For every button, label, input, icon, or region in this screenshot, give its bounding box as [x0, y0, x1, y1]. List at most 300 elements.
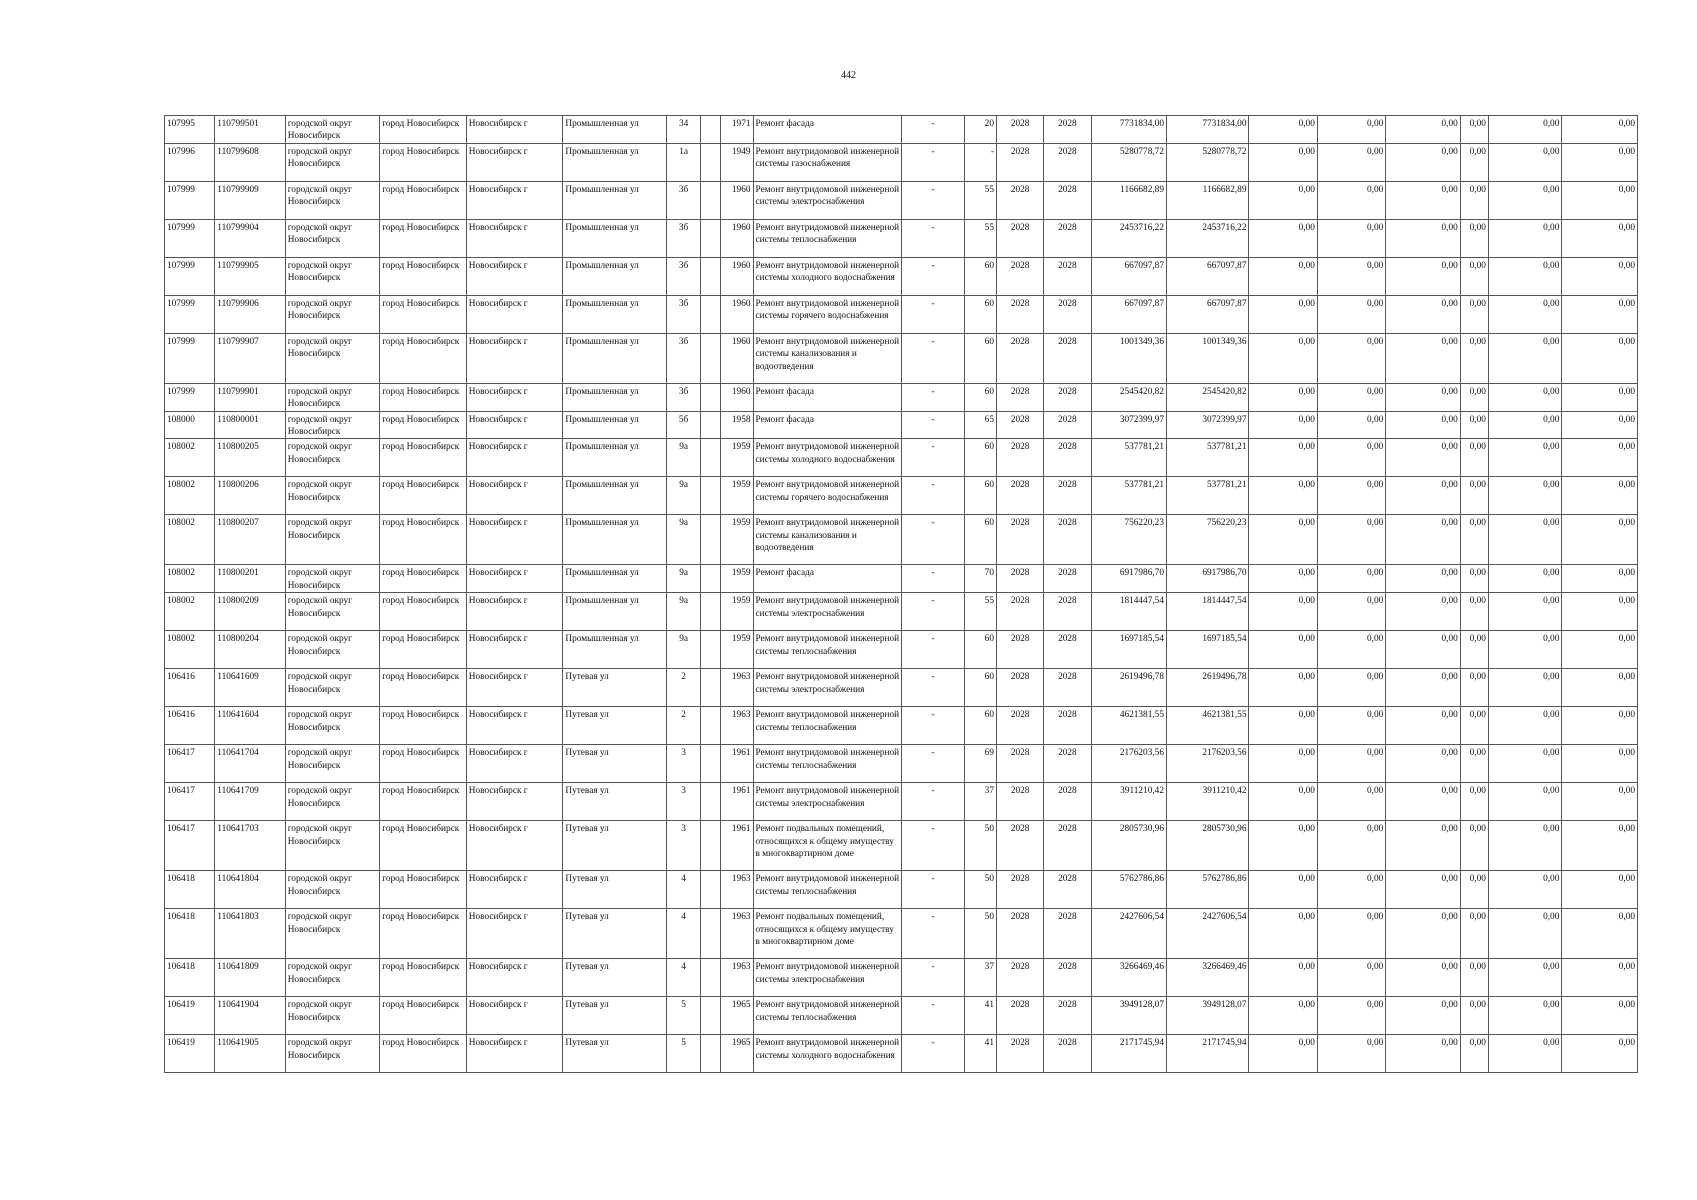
- cell-v6: 0,00: [1562, 1035, 1638, 1073]
- cell-street: Путевая ул: [563, 997, 667, 1035]
- cell-v3: 0,00: [1386, 997, 1460, 1035]
- cell-dash: -: [902, 295, 964, 333]
- cell-year-to: 2028: [1044, 257, 1091, 295]
- cell-city: Новосибирск г: [466, 439, 563, 477]
- cell-v6: 0,00: [1562, 565, 1638, 593]
- cell-wear: 37: [964, 959, 996, 997]
- cell-dash: -: [902, 871, 964, 909]
- cell-wear: 50: [964, 909, 996, 959]
- cell-id: 106418: [165, 959, 215, 997]
- cell-v3: 0,00: [1386, 181, 1460, 219]
- cell-v4: 0,00: [1460, 669, 1488, 707]
- cell-cost-total: 2805730,96: [1091, 821, 1166, 871]
- cell-city: Новосибирск г: [466, 411, 563, 439]
- cell-city: Новосибирск г: [466, 631, 563, 669]
- cell-house: 3б: [667, 383, 701, 411]
- cell-building: [701, 411, 721, 439]
- cell-year: 1959: [721, 565, 753, 593]
- cell-v1: 0,00: [1249, 477, 1317, 515]
- cell-work: Ремонт внутридомовой инженерной системы теплоснабжения: [753, 219, 902, 257]
- cell-cost-total: 2619496,78: [1091, 669, 1166, 707]
- cell-dash: -: [902, 257, 964, 295]
- cell-v2: 0,00: [1317, 439, 1385, 477]
- cell-year: 1963: [721, 669, 753, 707]
- cell-year-from: 2028: [996, 593, 1043, 631]
- table-row: [165, 143, 1638, 181]
- cell-cost-a: 2427606,54: [1166, 909, 1249, 959]
- cell-v2: 0,00: [1317, 143, 1385, 181]
- cell-v6: 0,00: [1562, 631, 1638, 669]
- cell-wear: 37: [964, 783, 996, 821]
- cell-settlement: город Новосибирск: [380, 959, 467, 997]
- cell-work: Ремонт внутридомовой инженерной системы холодного водоснабжения: [753, 1035, 902, 1073]
- cell-settlement: город Новосибирск: [380, 383, 467, 411]
- cell-cost-a: 667097,87: [1166, 257, 1249, 295]
- cell-v4: 0,00: [1460, 1035, 1488, 1073]
- cell-year: 1959: [721, 631, 753, 669]
- cell-year: 1959: [721, 439, 753, 477]
- cell-v1: 0,00: [1249, 383, 1317, 411]
- cell-cost-a: 3072399,97: [1166, 411, 1249, 439]
- cell-street: Промышленная ул: [563, 477, 667, 515]
- cell-v5: 0,00: [1488, 143, 1561, 181]
- cell-cost-total: 2171745,94: [1091, 1035, 1166, 1073]
- cell-wear: -: [964, 143, 996, 181]
- cell-year-from: 2028: [996, 871, 1043, 909]
- table-row: [165, 411, 1638, 439]
- cell-dash: -: [902, 411, 964, 439]
- cell-code: 110641704: [215, 745, 285, 783]
- cell-year-from: 2028: [996, 477, 1043, 515]
- cell-city: Новосибирск г: [466, 219, 563, 257]
- cell-v3: 0,00: [1386, 143, 1460, 181]
- cell-work: Ремонт фасада: [753, 565, 902, 593]
- cell-year: 1961: [721, 821, 753, 871]
- cell-v1: 0,00: [1249, 181, 1317, 219]
- cell-v2: 0,00: [1317, 909, 1385, 959]
- cell-year: 1960: [721, 257, 753, 295]
- cell-v6: 0,00: [1562, 143, 1638, 181]
- cell-id: 107999: [165, 219, 215, 257]
- cell-id: 108002: [165, 515, 215, 565]
- cell-v6: 0,00: [1562, 257, 1638, 295]
- cell-year-to: 2028: [1044, 593, 1091, 631]
- cell-work: Ремонт внутридомовой инженерной системы канализования и водоотведения: [753, 515, 902, 565]
- cell-house: 2: [667, 669, 701, 707]
- cell-settlement: город Новосибирск: [380, 821, 467, 871]
- cell-year-to: 2028: [1044, 1035, 1091, 1073]
- cell-wear: 41: [964, 997, 996, 1035]
- cell-street: Промышленная ул: [563, 593, 667, 631]
- cell-settlement: город Новосибирск: [380, 439, 467, 477]
- cell-v2: 0,00: [1317, 411, 1385, 439]
- cell-year-to: 2028: [1044, 411, 1091, 439]
- cell-street: Путевая ул: [563, 959, 667, 997]
- cell-city: Новосибирск г: [466, 959, 563, 997]
- cell-work: Ремонт внутридомовой инженерной системы электроснабжения: [753, 959, 902, 997]
- cell-district: городской округ Новосибирск: [285, 257, 380, 295]
- cell-building: [701, 959, 721, 997]
- cell-year: 1965: [721, 997, 753, 1035]
- cell-code: 110799906: [215, 295, 285, 333]
- cell-v1: 0,00: [1249, 515, 1317, 565]
- cell-house: 9а: [667, 631, 701, 669]
- cell-id: 107999: [165, 181, 215, 219]
- cell-city: Новосибирск г: [466, 383, 563, 411]
- table-row: [165, 565, 1638, 593]
- cell-v1: 0,00: [1249, 295, 1317, 333]
- cell-year-from: 2028: [996, 181, 1043, 219]
- cell-city: Новосибирск г: [466, 909, 563, 959]
- cell-v2: 0,00: [1317, 565, 1385, 593]
- cell-cost-total: 537781,21: [1091, 477, 1166, 515]
- cell-work: Ремонт фасада: [753, 411, 902, 439]
- cell-v3: 0,00: [1386, 439, 1460, 477]
- cell-code: 110799905: [215, 257, 285, 295]
- cell-v3: 0,00: [1386, 411, 1460, 439]
- cell-building: [701, 669, 721, 707]
- cell-v4: 0,00: [1460, 116, 1488, 144]
- cell-settlement: город Новосибирск: [380, 116, 467, 144]
- cell-code: 110799501: [215, 116, 285, 144]
- cell-district: городской округ Новосибирск: [285, 181, 380, 219]
- cell-year-from: 2028: [996, 411, 1043, 439]
- cell-house: 5б: [667, 411, 701, 439]
- cell-v5: 0,00: [1488, 959, 1561, 997]
- cell-district: городской округ Новосибирск: [285, 295, 380, 333]
- cell-house: 3б: [667, 333, 701, 383]
- cell-street: Путевая ул: [563, 909, 667, 959]
- cell-city: Новосибирск г: [466, 669, 563, 707]
- cell-district: городской округ Новосибирск: [285, 116, 380, 144]
- cell-cost-a: 2545420,82: [1166, 383, 1249, 411]
- cell-cost-total: 756220,23: [1091, 515, 1166, 565]
- cell-v1: 0,00: [1249, 783, 1317, 821]
- cell-v3: 0,00: [1386, 295, 1460, 333]
- cell-house: 9а: [667, 477, 701, 515]
- cell-v3: 0,00: [1386, 219, 1460, 257]
- cell-street: Промышленная ул: [563, 383, 667, 411]
- cell-v2: 0,00: [1317, 181, 1385, 219]
- cell-city: Новосибирск г: [466, 515, 563, 565]
- cell-house: 9а: [667, 593, 701, 631]
- cell-house: 5: [667, 997, 701, 1035]
- cell-house: 3: [667, 745, 701, 783]
- cell-v3: 0,00: [1386, 593, 1460, 631]
- cell-v5: 0,00: [1488, 257, 1561, 295]
- cell-dash: -: [902, 1035, 964, 1073]
- cell-wear: 60: [964, 383, 996, 411]
- cell-settlement: город Новосибирск: [380, 477, 467, 515]
- cell-year-from: 2028: [996, 295, 1043, 333]
- cell-id: 107999: [165, 333, 215, 383]
- cell-house: 3: [667, 783, 701, 821]
- cell-code: 110800207: [215, 515, 285, 565]
- cell-code: 110800201: [215, 565, 285, 593]
- table-row: [165, 821, 1638, 871]
- cell-code: 110799901: [215, 383, 285, 411]
- cell-wear: 55: [964, 593, 996, 631]
- cell-house: 5: [667, 1035, 701, 1073]
- cell-v1: 0,00: [1249, 565, 1317, 593]
- cell-street: Путевая ул: [563, 745, 667, 783]
- cell-v1: 0,00: [1249, 1035, 1317, 1073]
- cell-district: городской округ Новосибирск: [285, 669, 380, 707]
- cell-v6: 0,00: [1562, 909, 1638, 959]
- cell-year: 1949: [721, 143, 753, 181]
- cell-v5: 0,00: [1488, 871, 1561, 909]
- cell-cost-a: 5280778,72: [1166, 143, 1249, 181]
- table-row: [165, 439, 1638, 477]
- cell-v4: 0,00: [1460, 439, 1488, 477]
- table-row: [165, 257, 1638, 295]
- cell-v2: 0,00: [1317, 257, 1385, 295]
- cell-building: [701, 295, 721, 333]
- cell-settlement: город Новосибирск: [380, 565, 467, 593]
- cell-v5: 0,00: [1488, 411, 1561, 439]
- cell-v4: 0,00: [1460, 631, 1488, 669]
- cell-year-from: 2028: [996, 821, 1043, 871]
- cell-year-to: 2028: [1044, 143, 1091, 181]
- cell-year-to: 2028: [1044, 383, 1091, 411]
- cell-v1: 0,00: [1249, 219, 1317, 257]
- cell-work: Ремонт внутридомовой инженерной системы холодного водоснабжения: [753, 257, 902, 295]
- cell-v4: 0,00: [1460, 219, 1488, 257]
- cell-v2: 0,00: [1317, 821, 1385, 871]
- cell-dash: -: [902, 565, 964, 593]
- cell-v6: 0,00: [1562, 593, 1638, 631]
- cell-cost-total: 3949128,07: [1091, 997, 1166, 1035]
- cell-v6: 0,00: [1562, 219, 1638, 257]
- cell-cost-total: 5280778,72: [1091, 143, 1166, 181]
- cell-id: 106419: [165, 997, 215, 1035]
- cell-cost-total: 1166682,89: [1091, 181, 1166, 219]
- cell-v2: 0,00: [1317, 669, 1385, 707]
- cell-house: 4: [667, 959, 701, 997]
- cell-cost-total: 1001349,36: [1091, 333, 1166, 383]
- cell-v1: 0,00: [1249, 871, 1317, 909]
- cell-settlement: город Новосибирск: [380, 515, 467, 565]
- cell-settlement: город Новосибирск: [380, 707, 467, 745]
- cell-v2: 0,00: [1317, 116, 1385, 144]
- cell-city: Новосибирск г: [466, 333, 563, 383]
- cell-year-to: 2028: [1044, 821, 1091, 871]
- cell-v6: 0,00: [1562, 181, 1638, 219]
- cell-year-from: 2028: [996, 439, 1043, 477]
- cell-cost-a: 756220,23: [1166, 515, 1249, 565]
- cell-year-from: 2028: [996, 997, 1043, 1035]
- cell-wear: 20: [964, 116, 996, 144]
- cell-year-from: 2028: [996, 383, 1043, 411]
- cell-street: Промышленная ул: [563, 565, 667, 593]
- cell-v4: 0,00: [1460, 821, 1488, 871]
- cell-v5: 0,00: [1488, 295, 1561, 333]
- cell-wear: 60: [964, 707, 996, 745]
- cell-v6: 0,00: [1562, 959, 1638, 997]
- cell-dash: -: [902, 116, 964, 144]
- cell-year-to: 2028: [1044, 515, 1091, 565]
- cell-district: городской округ Новосибирск: [285, 745, 380, 783]
- cell-code: 110641609: [215, 669, 285, 707]
- cell-street: Путевая ул: [563, 1035, 667, 1073]
- cell-cost-total: 4621381,55: [1091, 707, 1166, 745]
- cell-v4: 0,00: [1460, 383, 1488, 411]
- cell-year-to: 2028: [1044, 669, 1091, 707]
- cell-v5: 0,00: [1488, 1035, 1561, 1073]
- cell-work: Ремонт внутридомовой инженерной системы электроснабжения: [753, 593, 902, 631]
- cell-district: городской округ Новосибирск: [285, 707, 380, 745]
- cell-street: Путевая ул: [563, 669, 667, 707]
- cell-code: 110641905: [215, 1035, 285, 1073]
- cell-cost-a: 2619496,78: [1166, 669, 1249, 707]
- cell-cost-total: 537781,21: [1091, 439, 1166, 477]
- cell-dash: -: [902, 333, 964, 383]
- cell-wear: 60: [964, 515, 996, 565]
- cell-year-to: 2028: [1044, 959, 1091, 997]
- cell-wear: 70: [964, 565, 996, 593]
- cell-v1: 0,00: [1249, 411, 1317, 439]
- cell-year: 1960: [721, 219, 753, 257]
- table-row: [165, 515, 1638, 565]
- cell-v3: 0,00: [1386, 116, 1460, 144]
- cell-v6: 0,00: [1562, 116, 1638, 144]
- page-number: 442: [841, 70, 856, 81]
- cell-year-from: 2028: [996, 333, 1043, 383]
- cell-code: 110800204: [215, 631, 285, 669]
- table-row: [165, 1035, 1638, 1073]
- cell-cost-total: 6917986,70: [1091, 565, 1166, 593]
- cell-city: Новосибирск г: [466, 295, 563, 333]
- cell-v6: 0,00: [1562, 871, 1638, 909]
- cell-district: городской округ Новосибирск: [285, 821, 380, 871]
- cell-city: Новосибирск г: [466, 565, 563, 593]
- capital-repair-table: [164, 115, 1638, 1073]
- cell-v6: 0,00: [1562, 439, 1638, 477]
- cell-city: Новосибирск г: [466, 257, 563, 295]
- cell-year: 1963: [721, 871, 753, 909]
- table-row: [165, 333, 1638, 383]
- cell-settlement: город Новосибирск: [380, 1035, 467, 1073]
- cell-id: 108002: [165, 565, 215, 593]
- cell-building: [701, 143, 721, 181]
- cell-building: [701, 745, 721, 783]
- cell-district: городской округ Новосибирск: [285, 515, 380, 565]
- cell-building: [701, 383, 721, 411]
- cell-id: 106417: [165, 745, 215, 783]
- cell-v4: 0,00: [1460, 515, 1488, 565]
- cell-settlement: город Новосибирск: [380, 997, 467, 1035]
- cell-id: 106419: [165, 1035, 215, 1073]
- cell-settlement: город Новосибирск: [380, 219, 467, 257]
- cell-v6: 0,00: [1562, 383, 1638, 411]
- cell-year: 1960: [721, 181, 753, 219]
- cell-year: 1959: [721, 477, 753, 515]
- cell-work: Ремонт внутридомовой инженерной системы теплоснабжения: [753, 997, 902, 1035]
- cell-district: городской округ Новосибирск: [285, 871, 380, 909]
- cell-street: Путевая ул: [563, 707, 667, 745]
- cell-id: 108002: [165, 439, 215, 477]
- cell-v5: 0,00: [1488, 631, 1561, 669]
- cell-wear: 41: [964, 1035, 996, 1073]
- cell-year-from: 2028: [996, 515, 1043, 565]
- cell-v2: 0,00: [1317, 593, 1385, 631]
- cell-year-from: 2028: [996, 959, 1043, 997]
- cell-district: городской округ Новосибирск: [285, 333, 380, 383]
- cell-work: Ремонт фасада: [753, 383, 902, 411]
- cell-street: Промышленная ул: [563, 116, 667, 144]
- cell-year-to: 2028: [1044, 295, 1091, 333]
- cell-building: [701, 821, 721, 871]
- cell-city: Новосибирск г: [466, 1035, 563, 1073]
- table-row: [165, 631, 1638, 669]
- cell-building: [701, 871, 721, 909]
- cell-v1: 0,00: [1249, 593, 1317, 631]
- cell-settlement: город Новосибирск: [380, 669, 467, 707]
- cell-v4: 0,00: [1460, 745, 1488, 783]
- cell-year-from: 2028: [996, 631, 1043, 669]
- cell-street: Путевая ул: [563, 783, 667, 821]
- cell-street: Путевая ул: [563, 821, 667, 871]
- table-row: [165, 477, 1638, 515]
- cell-cost-total: 2453716,22: [1091, 219, 1166, 257]
- cell-v3: 0,00: [1386, 871, 1460, 909]
- cell-work: Ремонт внутридомовой инженерной системы холодного водоснабжения: [753, 439, 902, 477]
- table-row: [165, 909, 1638, 959]
- cell-street: Путевая ул: [563, 871, 667, 909]
- cell-district: городской округ Новосибирск: [285, 909, 380, 959]
- cell-v4: 0,00: [1460, 295, 1488, 333]
- cell-cost-a: 6917986,70: [1166, 565, 1249, 593]
- cell-id: 107999: [165, 383, 215, 411]
- cell-district: городской округ Новосибирск: [285, 593, 380, 631]
- cell-house: 3б: [667, 219, 701, 257]
- cell-house: 2: [667, 707, 701, 745]
- cell-year-to: 2028: [1044, 745, 1091, 783]
- cell-street: Промышленная ул: [563, 333, 667, 383]
- cell-district: городской округ Новосибирск: [285, 783, 380, 821]
- cell-settlement: город Новосибирск: [380, 593, 467, 631]
- cell-year-from: 2028: [996, 783, 1043, 821]
- cell-v3: 0,00: [1386, 909, 1460, 959]
- cell-building: [701, 909, 721, 959]
- cell-cost-total: 2427606,54: [1091, 909, 1166, 959]
- cell-settlement: город Новосибирск: [380, 411, 467, 439]
- cell-work: Ремонт подвальных помещений, относящихся к общему имуществу в многоквартирном доме: [753, 821, 902, 871]
- cell-v6: 0,00: [1562, 515, 1638, 565]
- cell-wear: 60: [964, 257, 996, 295]
- cell-street: Промышленная ул: [563, 295, 667, 333]
- cell-house: 3б: [667, 181, 701, 219]
- cell-dash: -: [902, 477, 964, 515]
- cell-cost-a: 537781,21: [1166, 439, 1249, 477]
- cell-v3: 0,00: [1386, 707, 1460, 745]
- cell-year-from: 2028: [996, 219, 1043, 257]
- cell-v4: 0,00: [1460, 565, 1488, 593]
- cell-cost-a: 2171745,94: [1166, 1035, 1249, 1073]
- cell-cost-a: 1697185,54: [1166, 631, 1249, 669]
- cell-house: 4: [667, 909, 701, 959]
- cell-cost-a: 5762786,86: [1166, 871, 1249, 909]
- cell-building: [701, 439, 721, 477]
- cell-cost-total: 2176203,56: [1091, 745, 1166, 783]
- cell-district: городской округ Новосибирск: [285, 411, 380, 439]
- cell-v1: 0,00: [1249, 669, 1317, 707]
- cell-cost-total: 1697185,54: [1091, 631, 1166, 669]
- cell-v1: 0,00: [1249, 439, 1317, 477]
- cell-v3: 0,00: [1386, 333, 1460, 383]
- cell-cost-total: 667097,87: [1091, 257, 1166, 295]
- cell-dash: -: [902, 181, 964, 219]
